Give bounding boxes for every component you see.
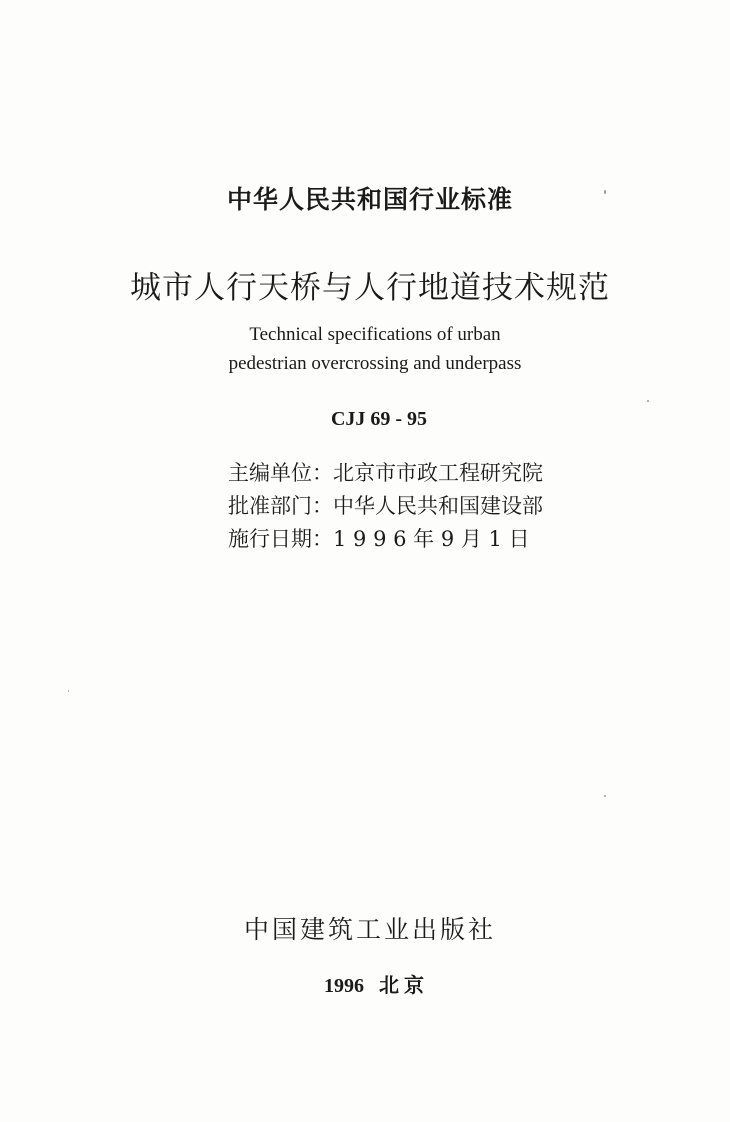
meta-value: 中华人民共和国建设部: [333, 494, 543, 518]
standard-code: CJJ 69 - 95: [330, 408, 428, 430]
standard-series-label: 中华人民共和国行业标准: [226, 185, 513, 214]
document-title-english: [10, 320, 730, 378]
meta-label: 施行日期：: [228, 527, 333, 551]
publication-details: [228, 457, 543, 556]
meta-value: 北京市市政工程研究院: [333, 461, 543, 485]
meta-label: 主编单位：: [228, 461, 333, 485]
meta-label: 批准部门：: [228, 494, 333, 518]
chief-editor-unit-row: [228, 457, 543, 490]
english-title-line-2: pedestrian overcrossing and underpass: [228, 353, 522, 374]
scan-speck: [604, 795, 606, 797]
meta-value: 1 9 9 6 年 9 月 1 日: [333, 527, 530, 551]
publication-year: 1996: [324, 975, 364, 997]
publication-city: 北 京: [379, 975, 424, 997]
approving-department-row: [228, 490, 543, 523]
publisher-name: 中国建筑工业出版社: [243, 915, 496, 944]
scan-speck: [647, 400, 649, 402]
english-title-line-1: Technical specifications of urban: [249, 324, 501, 345]
scan-speck: [604, 190, 606, 194]
scan-speck: [68, 690, 69, 692]
effective-date-row: [228, 523, 543, 556]
document-title-chinese: 城市人行天桥与人行地道技术规范: [130, 270, 610, 306]
publication-year-and-city: [9, 969, 730, 998]
